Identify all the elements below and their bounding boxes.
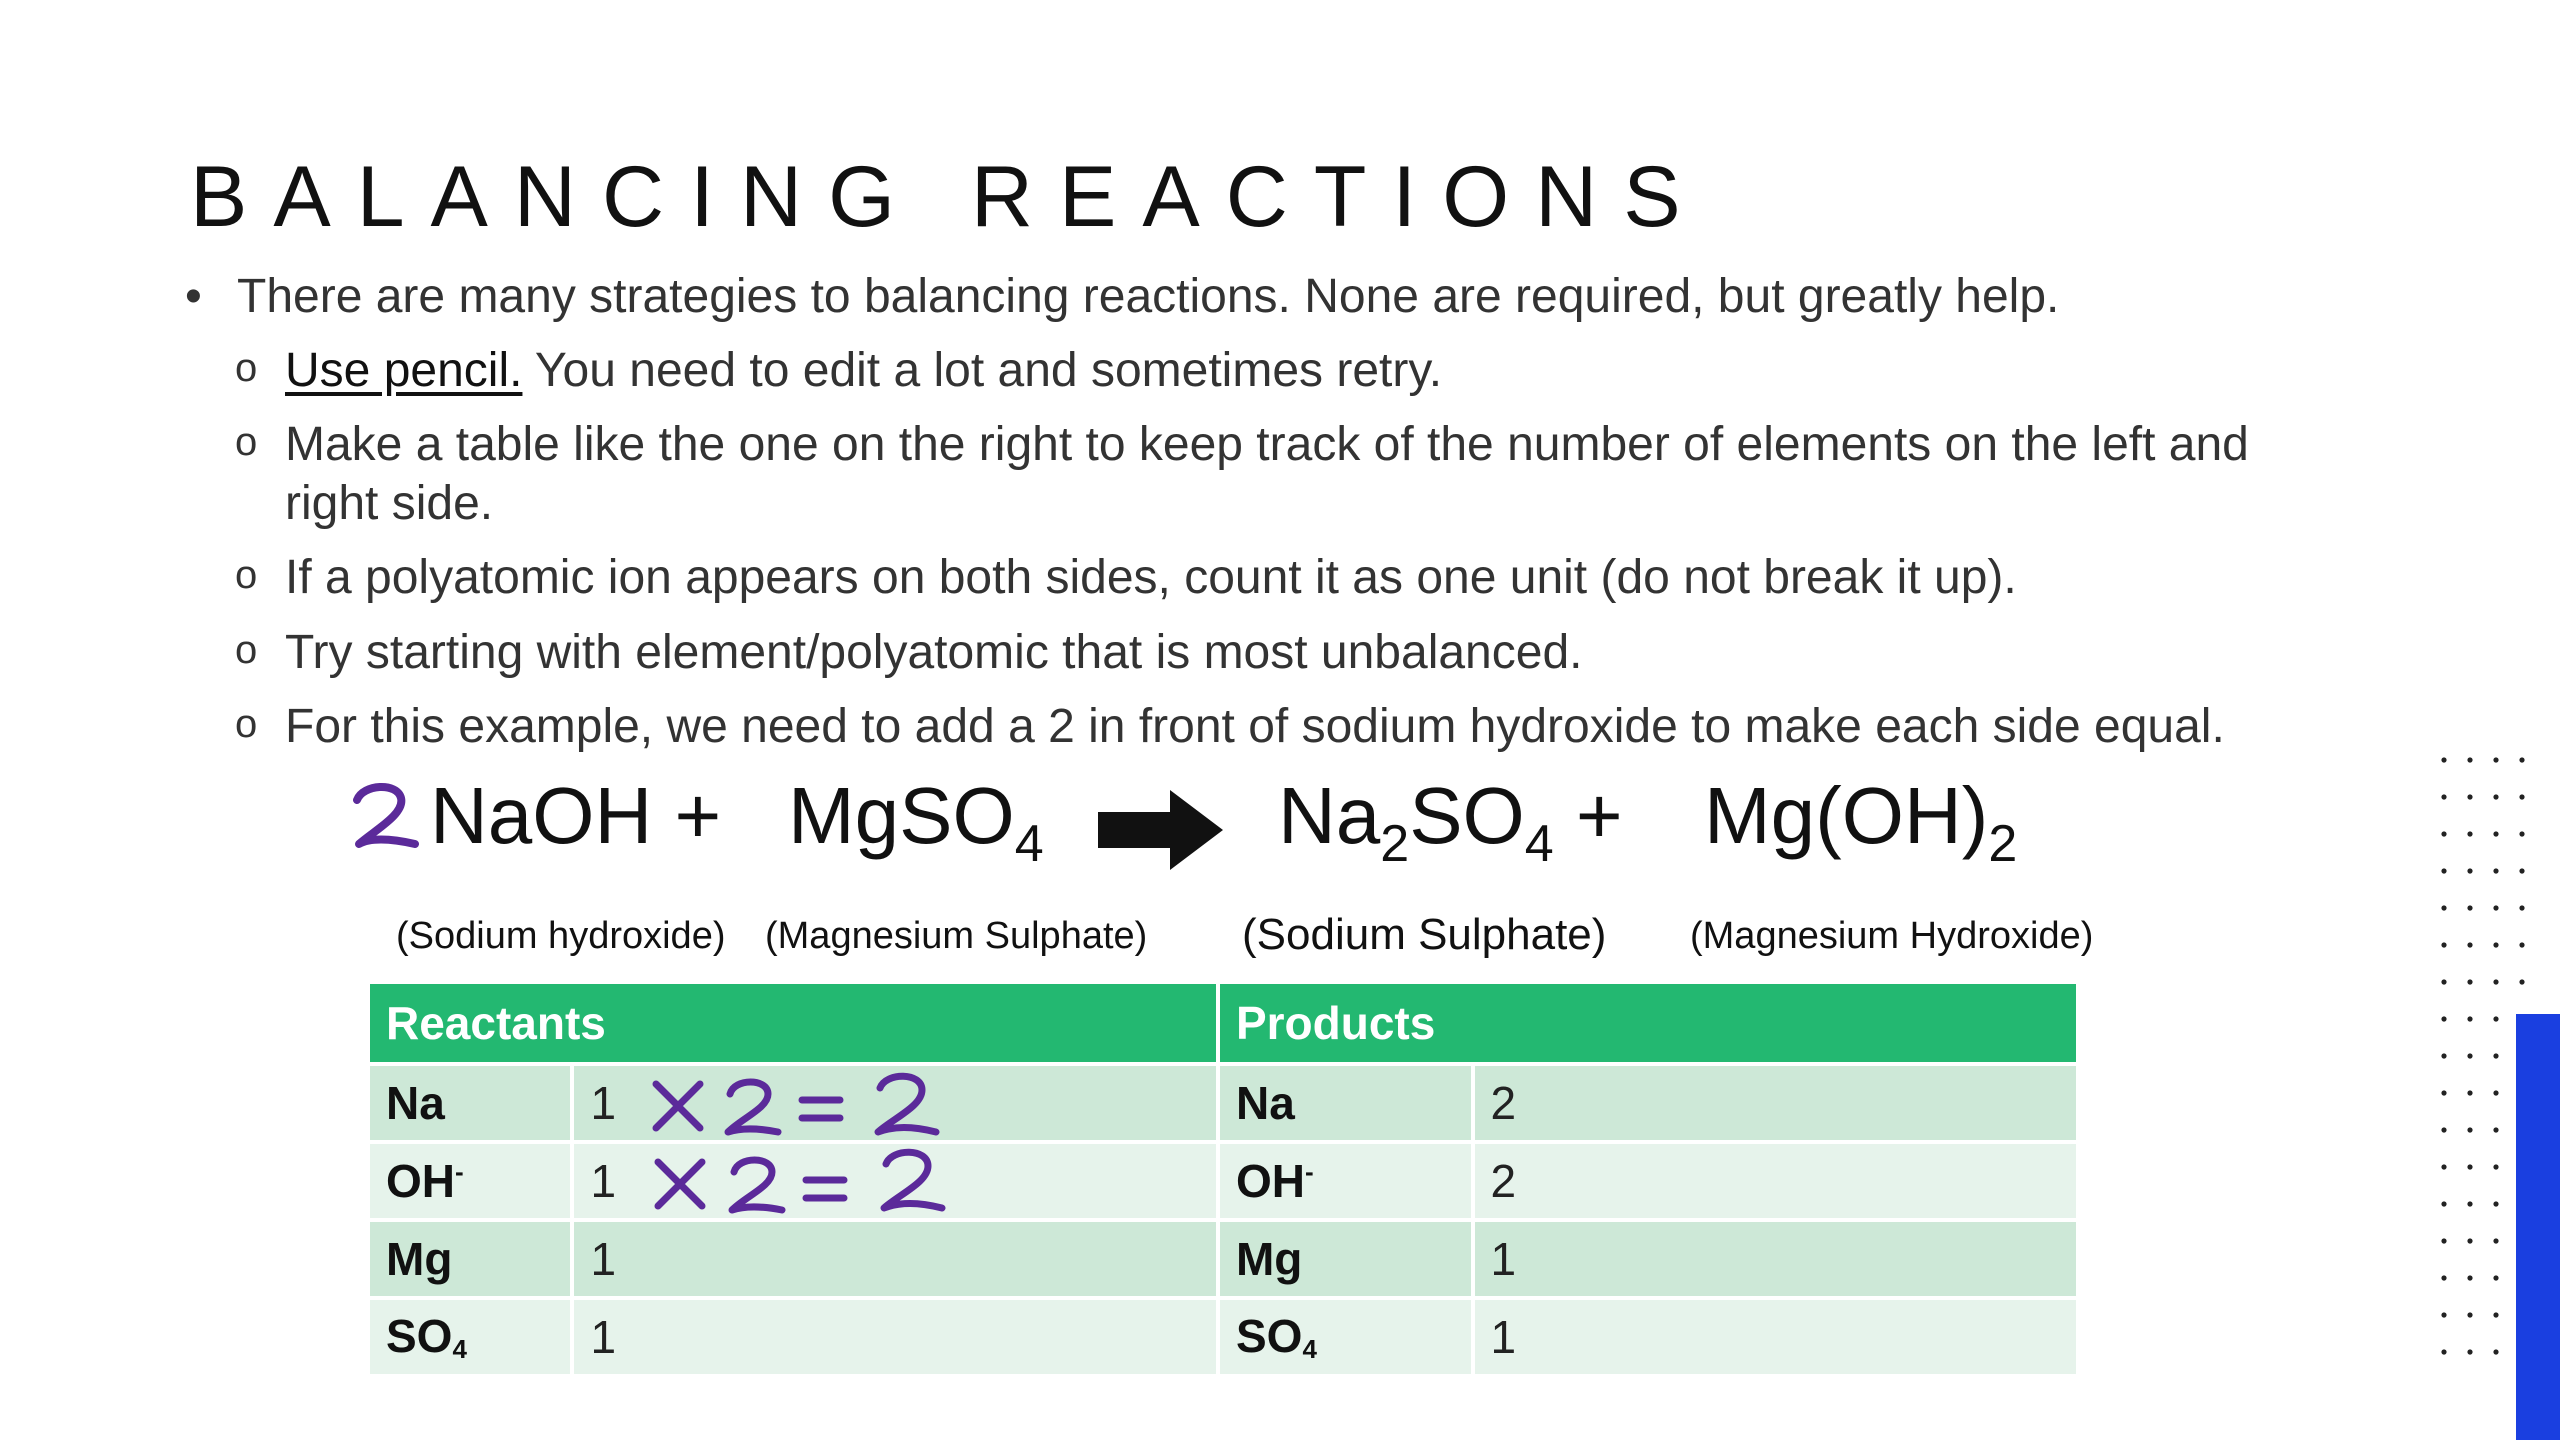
label-magnesium-hydroxide: (Magnesium Hydroxide) [1690, 915, 2094, 957]
decor-dot [2441, 1201, 2446, 1206]
product-count: 2 [1475, 1144, 2076, 1222]
decor-dot [2467, 1127, 2472, 1132]
decor-dot [2467, 942, 2472, 947]
decor-dot [2441, 868, 2446, 873]
label-sodium-hydroxide: (Sodium hydroxide) [396, 915, 726, 957]
decor-dot [2519, 794, 2524, 799]
decor-dot [2441, 1164, 2446, 1169]
decor-dot [2467, 868, 2472, 873]
sub-bullet-marker: o [235, 553, 258, 598]
decor-dot [2467, 757, 2472, 762]
decor-dot [2519, 757, 2524, 762]
decor-dot [2441, 979, 2446, 984]
bullet-sub-1 [185, 342, 2345, 401]
decor-dot [2441, 1016, 2446, 1021]
product-element: $SO_4$ [1220, 1300, 1471, 1378]
decor-dot [2441, 905, 2446, 910]
decor-dot [2441, 1053, 2446, 1058]
underlined-text: Use pencil. [285, 343, 523, 397]
bullet-sub-4 [185, 624, 2345, 683]
product-count: 2 [1475, 1066, 2076, 1144]
label-magnesium-sulphate: (Magnesium Sulphate) [765, 915, 1148, 957]
product-element: Mg [1220, 1222, 1471, 1300]
decor-dot [2441, 942, 2446, 947]
decor-dot [2441, 1275, 2446, 1280]
decor-dot [2467, 794, 2472, 799]
bullet-marker: • [185, 270, 202, 323]
bullet-main-text: There are many strategies to balancing reactions. None are required, but greatly help. [237, 270, 2060, 323]
sub-bullet-marker: o [235, 420, 258, 465]
decorative-blue-bar [2516, 1014, 2560, 1440]
bullet-sub-2 [185, 416, 2345, 533]
bullet-sub-3-text: If a polyatomic ion appears on both sides, count it as one unit (do not break it up). [285, 551, 2017, 605]
decor-dot [2467, 1312, 2472, 1317]
decor-dot [2467, 1201, 2472, 1206]
decor-dot [2441, 1238, 2446, 1243]
bullet-sub-3 [185, 549, 2345, 608]
sub-bullet-marker: o [235, 627, 258, 672]
product-count: 1 [1475, 1222, 2076, 1300]
decor-dot [2493, 1053, 2498, 1058]
equation-product-2: $Mg(OH)_2$ [1704, 771, 2018, 873]
handwritten-coefficient [345, 778, 425, 858]
decor-dot [2467, 831, 2472, 836]
header-products: Products [1220, 984, 2076, 1066]
decor-dot [2441, 1349, 2446, 1354]
decor-dot [2467, 1349, 2472, 1354]
balance-table [366, 984, 2080, 1378]
decor-dot [2441, 794, 2446, 799]
decor-dot [2493, 905, 2498, 910]
bullet-list [185, 268, 2345, 773]
decor-dot [2493, 868, 2498, 873]
decor-dot [2493, 1201, 2498, 1206]
decor-dot [2467, 1090, 2472, 1095]
handwritten-annotation-oh [652, 1144, 972, 1224]
sub-bullet-marker: o [235, 345, 258, 390]
reactant-element: Mg [370, 1222, 570, 1300]
reactant-element: $SO_4$ [370, 1300, 570, 1378]
bullet-sub-1-text: You need to edit a lot and sometimes retry. [522, 343, 1443, 397]
decor-dot [2493, 1164, 2498, 1169]
reactant-count: 1 [574, 1300, 1216, 1378]
product-count: 1 [1475, 1300, 2076, 1378]
decor-dot [2467, 905, 2472, 910]
decor-dot [2493, 1090, 2498, 1095]
table-row [370, 1066, 2076, 1144]
decor-dot [2441, 1090, 2446, 1095]
decor-dot [2467, 1238, 2472, 1243]
decor-dot [2441, 831, 2446, 836]
decor-dot [2493, 1238, 2498, 1243]
decor-dot [2493, 1312, 2498, 1317]
decor-dot [2467, 1016, 2472, 1021]
handwritten-annotation-na [650, 1066, 970, 1146]
decor-dot [2493, 1127, 2498, 1132]
decor-dot [2519, 831, 2524, 836]
decor-dot [2441, 1127, 2446, 1132]
decor-dot [2519, 905, 2524, 910]
table-row [370, 1144, 2076, 1222]
bullet-sub-5-text: For this example, we need to add a 2 in front of sodium hydroxide to make each side equal. [285, 700, 2225, 754]
decor-dot [2493, 942, 2498, 947]
bullet-sub-5 [185, 698, 2345, 757]
decor-dot [2519, 979, 2524, 984]
decor-dot [2519, 868, 2524, 873]
decor-dot [2467, 1275, 2472, 1280]
decor-dot [2493, 1275, 2498, 1280]
reactant-element: OH- [370, 1144, 570, 1222]
label-sodium-sulphate: (Sodium Sulphate) [1242, 910, 1607, 959]
decor-dot [2467, 1164, 2472, 1169]
decor-dot [2493, 757, 2498, 762]
slide-title: BALANCING REACTIONS [190, 149, 1707, 245]
decor-dot [2493, 831, 2498, 836]
bullet-sub-4-text: Try starting with element/polyatomic that is most unbalanced. [285, 625, 1583, 679]
bullet-main [185, 268, 2345, 326]
reaction-arrow-icon [1098, 790, 1223, 870]
decor-dot [2519, 942, 2524, 947]
decor-dot [2467, 979, 2472, 984]
header-reactants: Reactants [370, 984, 1216, 1066]
decor-dot [2441, 757, 2446, 762]
decor-dot [2467, 1053, 2472, 1058]
equation-reactant-2: MgSO$_4$ [788, 771, 1044, 873]
product-element: Na [1220, 1066, 1471, 1144]
decor-dot [2441, 1312, 2446, 1317]
reactant-count: 1 [574, 1066, 1216, 1144]
table-row [370, 1300, 2076, 1378]
equation-reactant-1: NaOH + [430, 771, 722, 860]
sub-bullet-marker: o [235, 702, 258, 747]
reactant-count: 1 [574, 1222, 1216, 1300]
decor-dot [2493, 1349, 2498, 1354]
decor-dot [2493, 794, 2498, 799]
bullet-sub-2-text: Make a table like the one on the right to keep track of the number of elements on the left and right side. [285, 418, 2249, 530]
product-element: OH- [1220, 1144, 1471, 1222]
table-row [370, 1222, 2076, 1300]
reactant-count: 1 [574, 1144, 1216, 1222]
decor-dot [2493, 979, 2498, 984]
decor-dot [2493, 1016, 2498, 1021]
equation-product-1: $Na_2SO_4$ + [1278, 771, 1623, 873]
reactant-element: Na [370, 1066, 570, 1144]
